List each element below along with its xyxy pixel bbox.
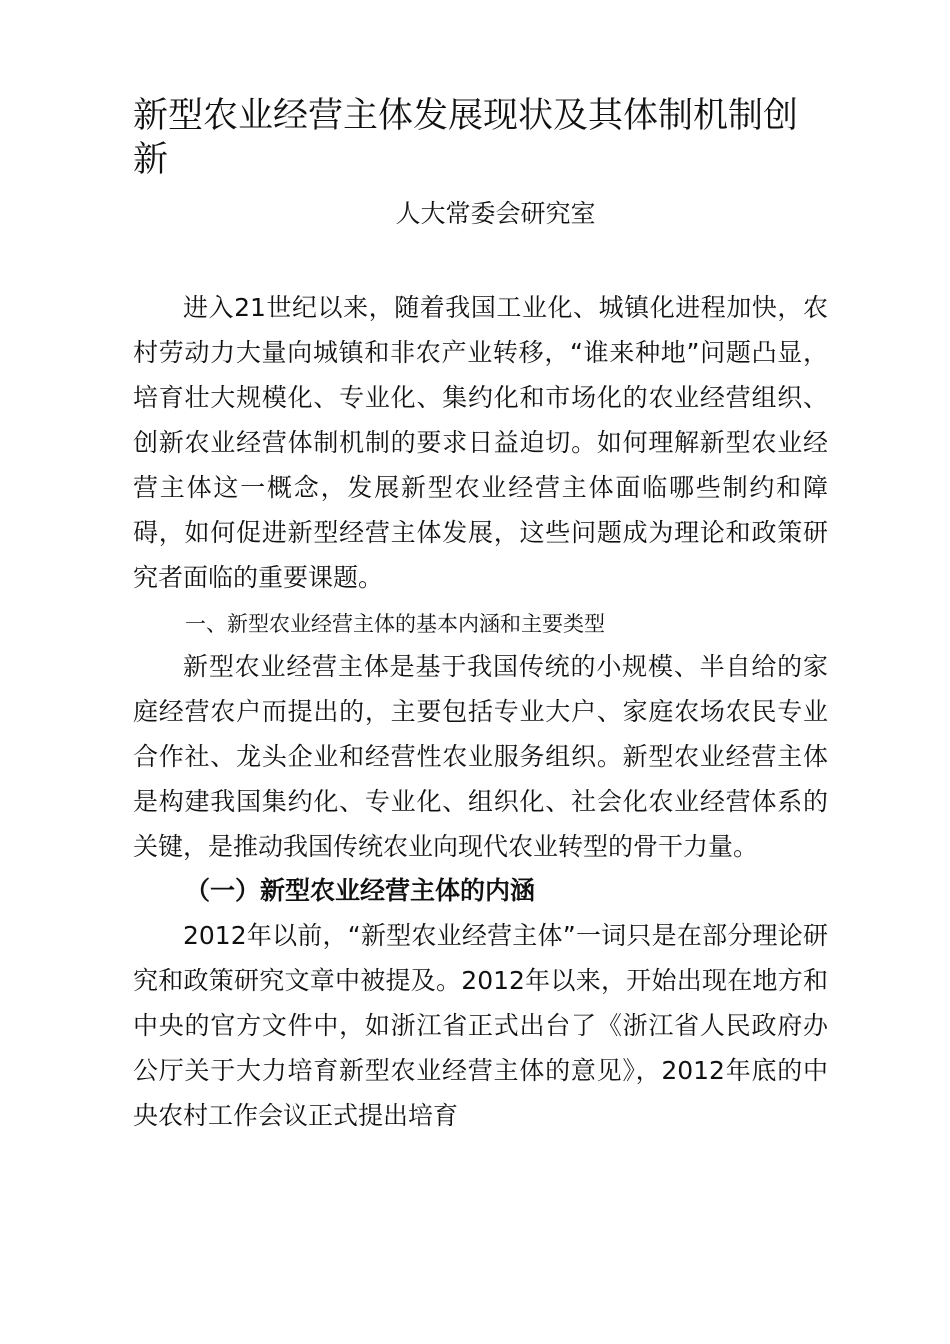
- intro-paragraph: 进入21世纪以来，随着我国工业化、城镇化进程加快，农村劳动力大量向城镇和非农产业转移，“谁来种地”问题凸显，培育壮大规模化、专业化、集约化和市场化的农业经营组织、创新农业经营体制机制的要求日益迫切。如何理解新型农业经营主体这一概念，发展新型农业经营主体面临哪些制约和障碍，如何促进新型经营主体发展，这些问题成为理论和政策研究者面临的重要课题。: [133, 293, 828, 592]
- document-page: [133, 94, 828, 1138]
- document-author: 人大常委会研究室: [395, 199, 596, 228]
- subsection-paragraph: 2012年以前，“新型农业经营主体”一词只是在部分理论研究和政策研究文章中被提及。2012年以来，开始出现在地方和中央的官方文件中，如浙江省正式出台了《浙江省人民政府办公厅关于大力培育新型农业经营主体的意见》，2012年底的中央农村工作会议正式提出培育: [133, 921, 828, 1130]
- section-heading: 一、新型农业经营主体的基本内涵和主要类型: [185, 612, 605, 636]
- document-title: 新型农业经营主体发展现状及其体制机制创新: [133, 96, 799, 180]
- section-paragraph: 新型农业经营主体是基于我国传统的小规模、半自给的家庭经营农户而提出的，主要包括专业大户、家庭农场农民专业合作社、龙头企业和经营性农业服务组织。新型农业经营主体是构建我国集约化、专业化、组织化、社会化农业经营体系的关键，是推动我国传统农业向现代农业转型的骨干力量。: [133, 652, 828, 861]
- subsection-heading: （一）新型农业经营主体的内涵: [185, 876, 536, 905]
